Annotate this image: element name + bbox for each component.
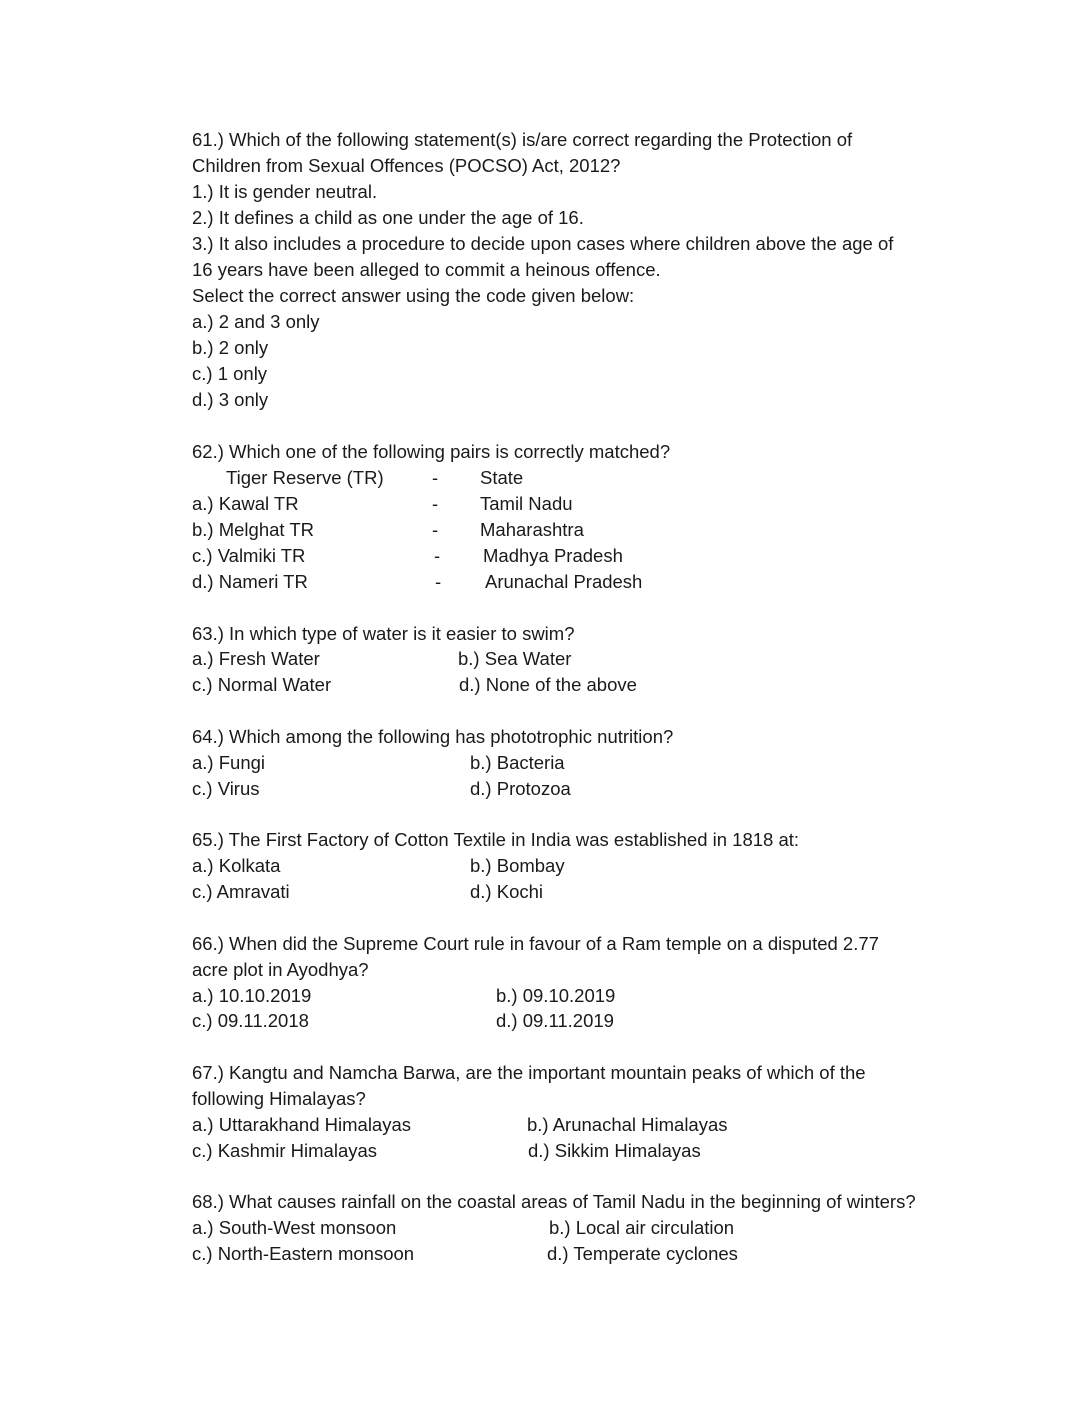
q68-stem: 68.) What causes rainfall on the coastal areas of Tamil Nadu in the beginning of winters? [192,1191,916,1212]
q62-row-d-right: Arunachal Pradesh [485,571,643,592]
q66-stem-line1: 66.) When did the Supreme Court rule in favour of a Ram temple on a disputed 2.77 [192,933,879,954]
q64-stem: 64.) Which among the following has phototrophic nutrition? [192,726,674,747]
q61-option-b: b.) 2 only [192,337,269,358]
q63-stem: 63.) In which type of water is it easier to swim? [192,623,575,644]
q62-row-c-dash: - [434,545,441,566]
q61-instruction: Select the correct answer using the code given below: [192,285,635,306]
q63-option-c: c.) Normal Water [192,674,332,695]
q62-row-a-right: Tamil Nadu [480,493,573,514]
q62-header-dash: - [432,467,439,488]
q61-stem-line1: 61.) Which of the following statement(s) is/are correct regarding the Protection of [192,129,853,150]
q67-option-b: b.) Arunachal Himalayas [527,1114,728,1135]
q66-option-b: b.) 09.10.2019 [496,985,616,1006]
q62-row-c-right: Madhya Pradesh [483,545,623,566]
q62-header-left: Tiger Reserve (TR) [226,467,384,488]
q68-option-b: b.) Local air circulation [549,1217,735,1238]
q65-option-d: d.) Kochi [470,881,544,902]
q65-option-b: b.) Bombay [470,855,565,876]
q66-option-c: c.) 09.11.2018 [192,1010,309,1031]
q64-option-a: a.) Fungi [192,752,266,773]
q61-option-a: a.) 2 and 3 only [192,311,320,332]
q65-stem: 65.) The First Factory of Cotton Textile in India was established in 1818 at: [192,829,800,850]
q62-stem: 62.) Which one of the following pairs is correctly matched? [192,441,671,462]
q61-statement-1: 1.) It is gender neutral. [192,181,378,202]
q62-row-d-left: d.) Nameri TR [192,571,308,592]
q61-statement-3-line1: 3.) It also includes a procedure to decide upon cases where children above the age of [192,233,894,254]
q61-option-c: c.) 1 only [192,363,268,384]
q63-option-a: a.) Fresh Water [192,648,320,669]
q68-option-a: a.) South-West monsoon [192,1217,397,1238]
q61-statement-3-line2: 16 years have been alleged to commit a heinous offence. [192,259,661,280]
q66-option-a: a.) 10.10.2019 [192,985,312,1006]
q65-option-c: c.) Amravati [192,881,290,902]
q62-row-c-left: c.) Valmiki TR [192,545,306,566]
q63-option-b: b.) Sea Water [458,648,572,669]
q67-stem-line1: 67.) Kangtu and Namcha Barwa, are the important mountain peaks of which of the [192,1062,866,1083]
q62-row-b-left: b.) Melghat TR [192,519,315,540]
q61-statement-2: 2.) It defines a child as one under the age of 16. [192,207,584,228]
q63-option-d: d.) None of the above [459,674,637,695]
q62-row-b-dash: - [432,519,439,540]
q62-row-a-dash: - [432,493,439,514]
q62-row-d-dash: - [435,571,442,592]
q61-option-d: d.) 3 only [192,389,269,410]
q66-option-d: d.) 09.11.2019 [496,1010,614,1031]
q67-option-c: c.) Kashmir Himalayas [192,1140,378,1161]
q67-option-a: a.) Uttarakhand Himalayas [192,1114,412,1135]
q64-option-d: d.) Protozoa [470,778,571,799]
q62-row-b-right: Maharashtra [480,519,584,540]
q68-option-d: d.) Temperate cyclones [547,1243,738,1264]
q65-option-a: a.) Kolkata [192,855,281,876]
q64-option-b: b.) Bacteria [470,752,565,773]
q61-stem-line2: Children from Sexual Offences (POCSO) Act, 2012? [192,155,621,176]
q68-option-c: c.) North-Eastern monsoon [192,1243,415,1264]
q67-stem-line2: following Himalayas? [192,1088,366,1109]
q64-option-c: c.) Virus [192,778,260,799]
q67-option-d: d.) Sikkim Himalayas [528,1140,701,1161]
q62-row-a-left: a.) Kawal TR [192,493,299,514]
q62-header-right: State [480,467,524,488]
q66-stem-line2: acre plot in Ayodhya? [192,959,369,980]
